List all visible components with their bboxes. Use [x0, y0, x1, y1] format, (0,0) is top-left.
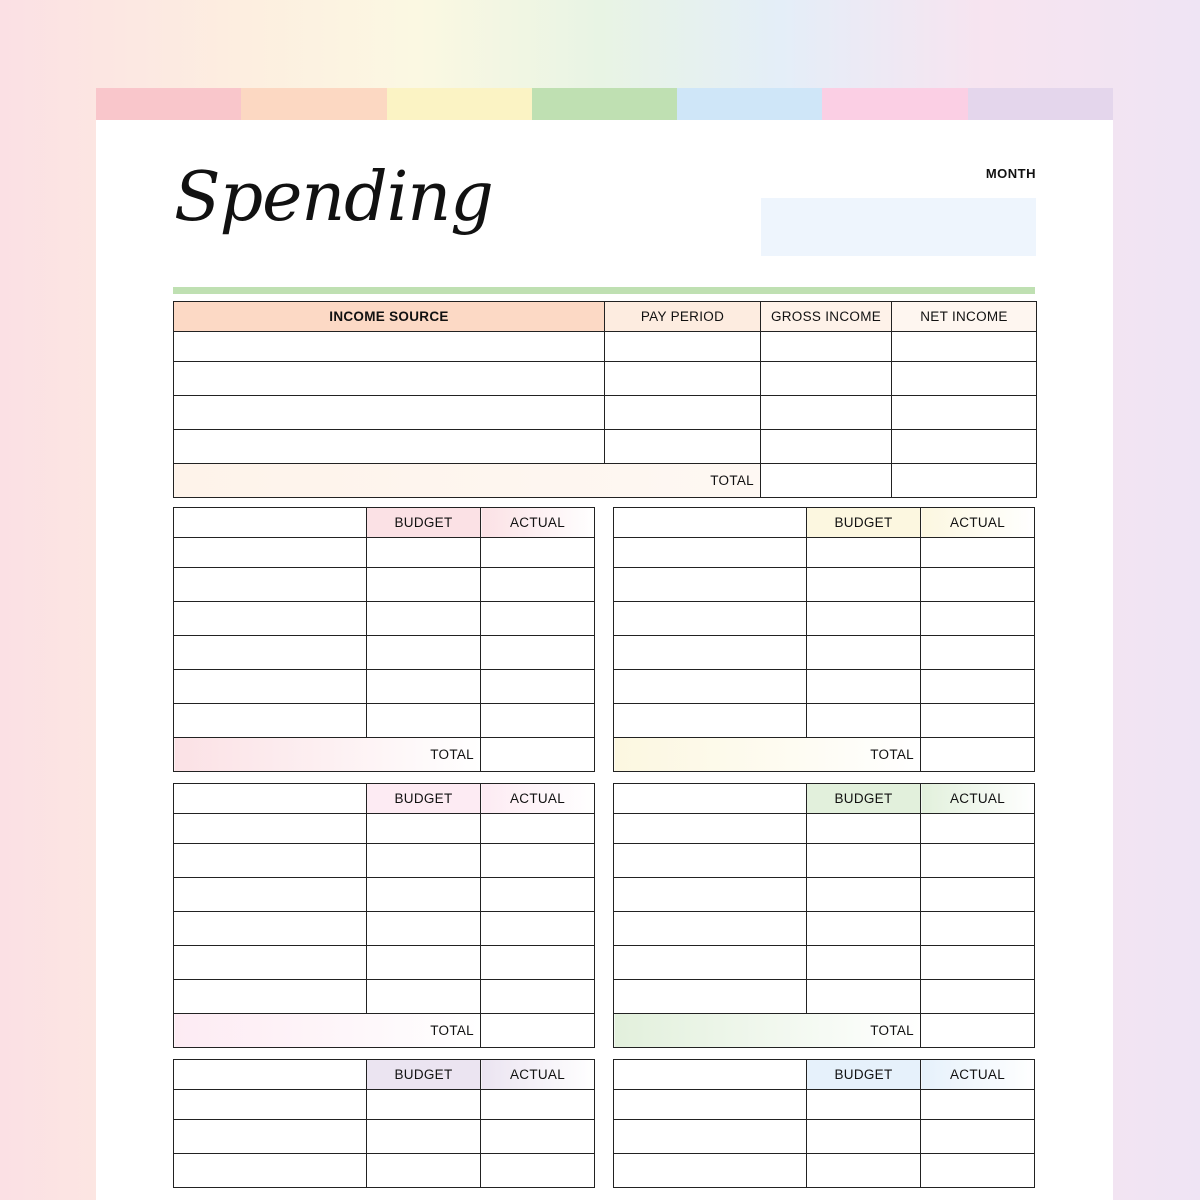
expense-row — [174, 1090, 595, 1120]
income-row — [174, 396, 1037, 430]
actual-cell[interactable] — [481, 538, 595, 568]
color-tab — [677, 88, 822, 120]
pay-period-cell[interactable] — [605, 396, 761, 430]
expense-row — [174, 670, 595, 704]
category-total-value[interactable] — [481, 1014, 595, 1048]
budget-cell[interactable] — [807, 538, 921, 568]
actual-cell[interactable] — [481, 980, 595, 1014]
category-total-label: TOTAL — [614, 738, 921, 772]
expense-row — [614, 636, 1035, 670]
actual-cell[interactable] — [921, 1090, 1035, 1120]
budget-cell[interactable] — [367, 636, 481, 670]
color-tab — [532, 88, 677, 120]
expense-item-cell[interactable] — [174, 980, 367, 1014]
income-source-header: INCOME SOURCE — [174, 302, 605, 332]
expense-row — [614, 568, 1035, 602]
actual-cell[interactable] — [921, 1120, 1035, 1154]
expense-row — [174, 636, 595, 670]
expense-item-cell[interactable] — [614, 912, 807, 946]
expense-item-cell[interactable] — [614, 844, 807, 878]
actual-cell[interactable] — [481, 636, 595, 670]
expense-row — [614, 1090, 1035, 1120]
actual-header: ACTUAL — [481, 508, 595, 538]
budget-cell[interactable] — [367, 1120, 481, 1154]
budget-header: BUDGET — [807, 508, 921, 538]
expense-item-cell[interactable] — [174, 1120, 367, 1154]
actual-cell[interactable] — [921, 704, 1035, 738]
actual-header: ACTUAL — [921, 508, 1035, 538]
income-source-cell[interactable] — [174, 430, 605, 464]
actual-cell[interactable] — [921, 912, 1035, 946]
net-income-cell[interactable] — [892, 430, 1037, 464]
category-total-row — [614, 738, 1035, 772]
budget-cell[interactable] — [807, 980, 921, 1014]
budget-cell[interactable] — [807, 568, 921, 602]
actual-header: ACTUAL — [481, 784, 595, 814]
expense-item-cell[interactable] — [614, 602, 807, 636]
actual-cell[interactable] — [481, 946, 595, 980]
budget-cell[interactable] — [367, 602, 481, 636]
expense-item-cell[interactable] — [614, 636, 807, 670]
income-source-cell[interactable] — [174, 362, 605, 396]
pay-period-cell[interactable] — [605, 332, 761, 362]
actual-cell[interactable] — [921, 844, 1035, 878]
expense-row — [174, 814, 595, 844]
budget-cell[interactable] — [807, 1120, 921, 1154]
actual-header: ACTUAL — [921, 1060, 1035, 1090]
net-income-header: NET INCOME — [892, 302, 1037, 332]
expense-row — [174, 946, 595, 980]
actual-cell[interactable] — [481, 568, 595, 602]
category-total-label: TOTAL — [174, 738, 481, 772]
budget-cell[interactable] — [807, 946, 921, 980]
budget-header: BUDGET — [807, 784, 921, 814]
category-total-label: TOTAL — [174, 1014, 481, 1048]
budget-cell[interactable] — [807, 1090, 921, 1120]
actual-cell[interactable] — [481, 814, 595, 844]
category-total-row — [174, 738, 595, 772]
expense-row — [614, 844, 1035, 878]
income-row — [174, 332, 1037, 362]
expense-row — [174, 568, 595, 602]
income-total-label: TOTAL — [174, 464, 761, 498]
actual-cell[interactable] — [921, 538, 1035, 568]
expense-item-cell[interactable] — [174, 946, 367, 980]
color-tab — [387, 88, 532, 120]
expense-item-cell[interactable] — [614, 814, 807, 844]
expense-row — [174, 912, 595, 946]
budget-cell[interactable] — [367, 704, 481, 738]
budget-cell[interactable] — [367, 946, 481, 980]
net-income-cell[interactable] — [892, 362, 1037, 396]
expense-item-cell[interactable] — [614, 1090, 807, 1120]
gross-income-cell[interactable] — [761, 396, 892, 430]
expense-item-cell[interactable] — [174, 912, 367, 946]
budget-cell[interactable] — [807, 844, 921, 878]
expense-item-cell[interactable] — [614, 1154, 807, 1188]
budget-header: BUDGET — [367, 784, 481, 814]
color-tab — [96, 88, 241, 120]
category-total-label: TOTAL — [614, 1014, 921, 1048]
expense-category-table — [613, 507, 1035, 772]
category-name-input[interactable] — [614, 1060, 807, 1090]
category-total-value[interactable] — [921, 1014, 1035, 1048]
page-title: Spending — [174, 158, 493, 237]
budget-cell[interactable] — [367, 844, 481, 878]
actual-cell[interactable] — [921, 636, 1035, 670]
category-total-row — [174, 1014, 595, 1048]
actual-header: ACTUAL — [481, 1060, 595, 1090]
planner-sheet — [96, 88, 1113, 1200]
expense-item-cell[interactable] — [614, 704, 807, 738]
expense-row — [174, 844, 595, 878]
budget-cell[interactable] — [367, 568, 481, 602]
actual-cell[interactable] — [921, 946, 1035, 980]
expense-item-cell[interactable] — [174, 704, 367, 738]
color-tab — [968, 88, 1113, 120]
actual-cell[interactable] — [921, 670, 1035, 704]
net-income-cell[interactable] — [892, 396, 1037, 430]
expense-item-cell[interactable] — [614, 670, 807, 704]
expense-category-table — [613, 1059, 1035, 1188]
actual-cell[interactable] — [481, 1154, 595, 1188]
budget-cell[interactable] — [367, 670, 481, 704]
pay-period-cell[interactable] — [605, 362, 761, 396]
expense-item-cell[interactable] — [614, 946, 807, 980]
expense-row — [614, 670, 1035, 704]
color-tab — [241, 88, 386, 120]
title-divider — [173, 287, 1035, 294]
expense-row — [614, 980, 1035, 1014]
category-name-input[interactable] — [614, 784, 807, 814]
actual-cell[interactable] — [481, 912, 595, 946]
expense-item-cell[interactable] — [174, 670, 367, 704]
expense-row — [174, 602, 595, 636]
expense-row — [174, 1120, 595, 1154]
budget-cell[interactable] — [807, 636, 921, 670]
budget-header: BUDGET — [367, 1060, 481, 1090]
expense-row — [614, 946, 1035, 980]
expense-row — [614, 814, 1035, 844]
actual-cell[interactable] — [481, 844, 595, 878]
category-total-value[interactable] — [481, 738, 595, 772]
gross-income-cell[interactable] — [761, 430, 892, 464]
expense-row — [614, 602, 1035, 636]
actual-cell[interactable] — [481, 1120, 595, 1154]
pay-period-header: PAY PERIOD — [605, 302, 761, 332]
category-total-value[interactable] — [921, 738, 1035, 772]
income-source-cell[interactable] — [174, 396, 605, 430]
actual-cell[interactable] — [481, 670, 595, 704]
net-income-total[interactable] — [892, 464, 1037, 498]
budget-cell[interactable] — [367, 1090, 481, 1120]
gross-income-header: GROSS INCOME — [761, 302, 892, 332]
pay-period-cell[interactable] — [605, 430, 761, 464]
actual-cell[interactable] — [921, 568, 1035, 602]
expense-category-table — [173, 1059, 595, 1188]
income-row — [174, 430, 1037, 464]
budget-cell[interactable] — [807, 878, 921, 912]
expense-item-cell[interactable] — [614, 568, 807, 602]
actual-cell[interactable] — [481, 602, 595, 636]
expense-item-cell[interactable] — [174, 538, 367, 568]
category-name-input[interactable] — [174, 784, 367, 814]
expense-category-table — [613, 783, 1035, 1048]
category-name-input[interactable] — [174, 1060, 367, 1090]
actual-cell[interactable] — [921, 878, 1035, 912]
expense-item-cell[interactable] — [174, 844, 367, 878]
category-total-row — [614, 1014, 1035, 1048]
budget-cell[interactable] — [367, 980, 481, 1014]
expense-row — [174, 878, 595, 912]
color-tab-bar — [96, 88, 1113, 120]
expense-item-cell[interactable] — [174, 1154, 367, 1188]
budget-cell[interactable] — [807, 602, 921, 636]
budget-cell[interactable] — [807, 670, 921, 704]
budget-cell[interactable] — [807, 814, 921, 844]
expense-row — [174, 980, 595, 1014]
actual-cell[interactable] — [481, 878, 595, 912]
budget-cell[interactable] — [807, 704, 921, 738]
expense-item-cell[interactable] — [174, 602, 367, 636]
expense-item-cell[interactable] — [614, 1120, 807, 1154]
budget-header: BUDGET — [807, 1060, 921, 1090]
expense-item-cell[interactable] — [174, 568, 367, 602]
expense-item-cell[interactable] — [174, 814, 367, 844]
income-row — [174, 362, 1037, 396]
month-input[interactable] — [761, 198, 1036, 256]
actual-cell[interactable] — [921, 814, 1035, 844]
color-tab — [822, 88, 967, 120]
budget-cell[interactable] — [367, 1154, 481, 1188]
gross-income-total[interactable] — [761, 464, 892, 498]
actual-cell[interactable] — [921, 1154, 1035, 1188]
gross-income-cell[interactable] — [761, 362, 892, 396]
expense-row — [174, 538, 595, 568]
expense-row — [614, 1120, 1035, 1154]
budget-cell[interactable] — [367, 878, 481, 912]
income-source-cell[interactable] — [174, 332, 605, 362]
actual-cell[interactable] — [481, 704, 595, 738]
budget-header: BUDGET — [367, 508, 481, 538]
expense-item-cell[interactable] — [614, 980, 807, 1014]
budget-cell[interactable] — [367, 538, 481, 568]
expense-row — [614, 704, 1035, 738]
budget-cell[interactable] — [807, 912, 921, 946]
expense-item-cell[interactable] — [614, 878, 807, 912]
expense-item-cell[interactable] — [614, 538, 807, 568]
actual-cell[interactable] — [921, 980, 1035, 1014]
income-total-row — [174, 464, 1037, 498]
expense-item-cell[interactable] — [174, 636, 367, 670]
income-table — [173, 301, 1037, 498]
expense-item-cell[interactable] — [174, 1090, 367, 1120]
budget-cell[interactable] — [807, 1154, 921, 1188]
expense-category-table — [173, 783, 595, 1048]
actual-cell[interactable] — [921, 602, 1035, 636]
actual-cell[interactable] — [481, 1090, 595, 1120]
expense-item-cell[interactable] — [174, 878, 367, 912]
expense-row — [174, 704, 595, 738]
expense-row — [174, 1154, 595, 1188]
expense-category-table — [173, 507, 595, 772]
budget-cell[interactable] — [367, 912, 481, 946]
expense-row — [614, 878, 1035, 912]
gross-income-cell[interactable] — [761, 332, 892, 362]
net-income-cell[interactable] — [892, 332, 1037, 362]
expense-row — [614, 538, 1035, 568]
category-name-input[interactable] — [614, 508, 807, 538]
category-name-input[interactable] — [174, 508, 367, 538]
budget-cell[interactable] — [367, 814, 481, 844]
month-label: MONTH — [985, 166, 1036, 181]
expense-row — [614, 1154, 1035, 1188]
expense-row — [614, 912, 1035, 946]
actual-header: ACTUAL — [921, 784, 1035, 814]
